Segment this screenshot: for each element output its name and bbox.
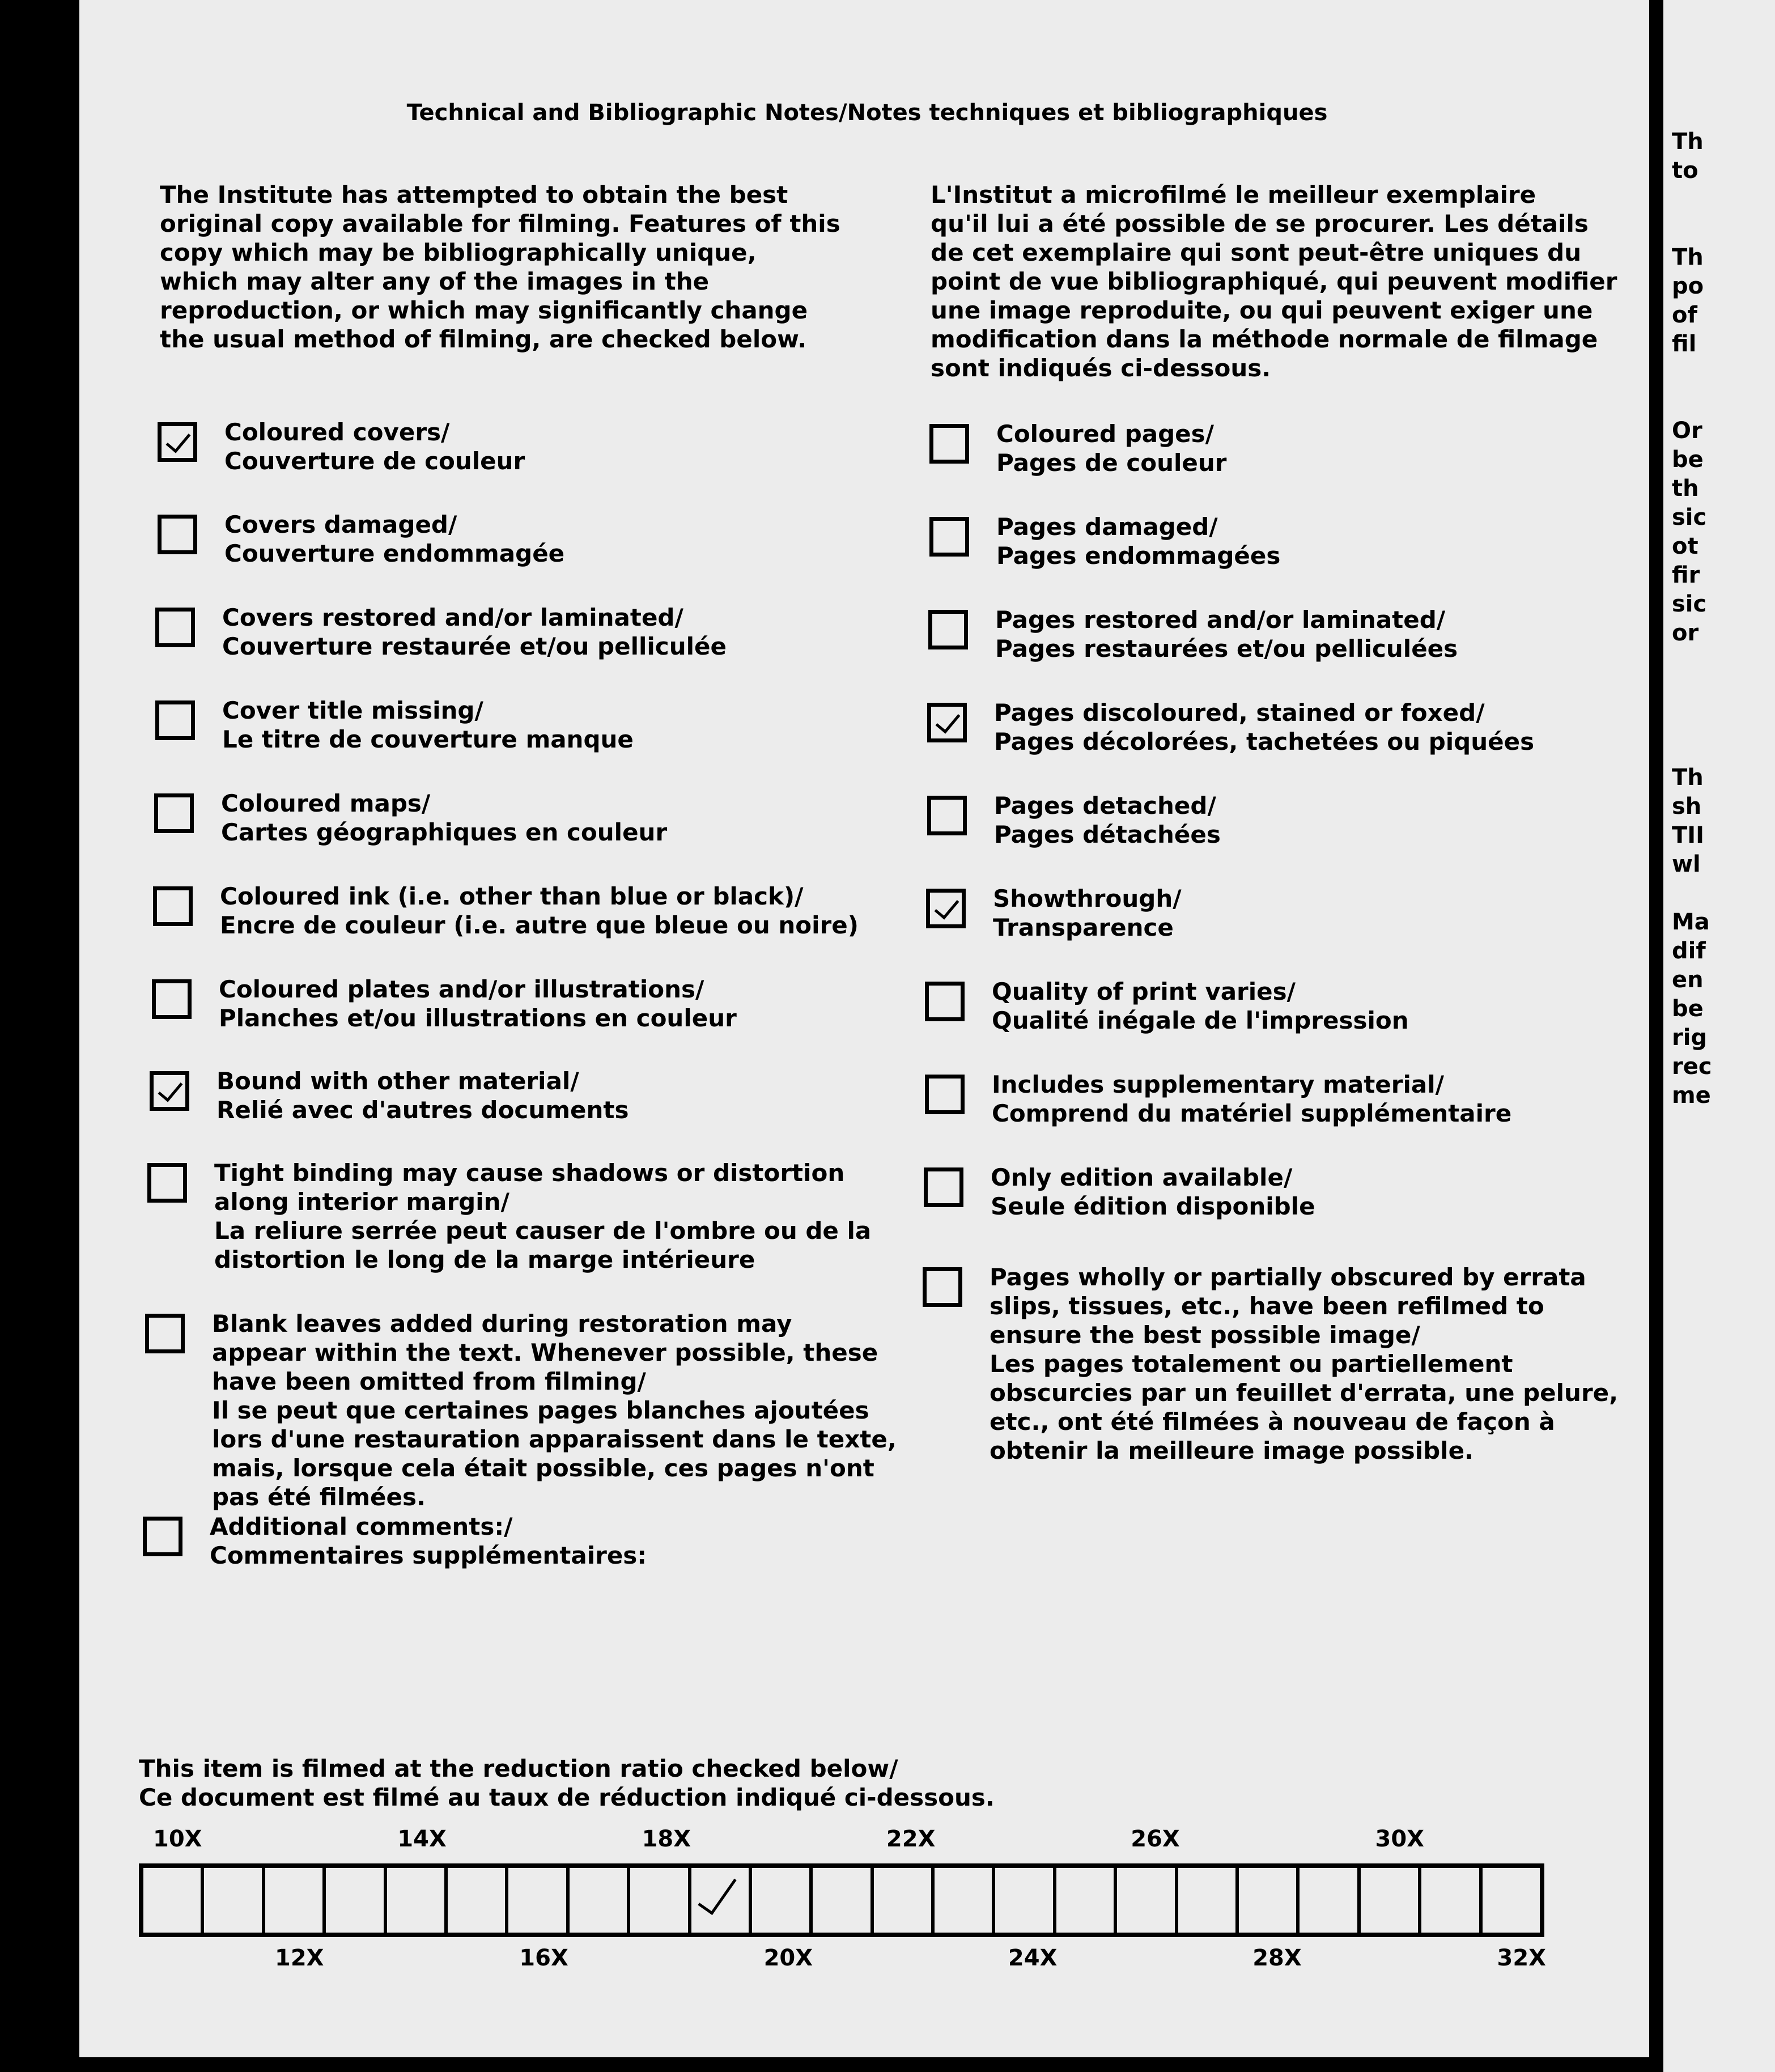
checkbox[interactable]: [143, 1517, 182, 1556]
intro-en-line: which may alter any of the images in the: [160, 268, 710, 295]
item-label-line: Coloured covers/: [224, 418, 450, 446]
item-label-line: Couverture de couleur: [224, 447, 525, 475]
ratio-cell[interactable]: [448, 1868, 508, 1933]
item-label-line: Bound with other material/: [216, 1067, 579, 1095]
document-sheet: [79, 0, 1655, 2057]
ratio-cell[interactable]: [995, 1868, 1056, 1933]
ratio-cell[interactable]: [1239, 1868, 1300, 1933]
ratio-label-bottom: 16X: [519, 1945, 568, 1971]
item-label-line: distortion le long de la marge intérieure: [214, 1246, 755, 1273]
intro-fr-line: modification dans la méthode normale de filmage: [931, 325, 1598, 353]
ratio-label-bottom: 24X: [1008, 1945, 1058, 1971]
item-label-line: pas été filmées.: [212, 1483, 426, 1511]
item-label-line: Coloured plates and/or illustrations/: [219, 975, 704, 1003]
ratio-cell[interactable]: [752, 1868, 813, 1933]
ratio-cell[interactable]: [265, 1868, 326, 1933]
ratio-label-top: 22X: [886, 1826, 936, 1852]
item-label-line: Coloured ink (i.e. other than blue or black)/: [220, 882, 804, 910]
item-label-line: obtenir la meilleure image possible.: [990, 1437, 1474, 1464]
ratio-cell[interactable]: [630, 1868, 691, 1933]
checkbox[interactable]: [155, 608, 195, 647]
checked-checkbox[interactable]: [926, 889, 966, 928]
right-page-fragment: Ma: [1672, 909, 1710, 935]
item-label-line: Les pages totalement ou partiellement: [990, 1350, 1513, 1378]
ratio-label-top: 14X: [397, 1826, 447, 1852]
item-label-line: Pages discoloured, stained or foxed/: [994, 699, 1485, 727]
ratio-label-top: 30X: [1375, 1826, 1425, 1852]
intro-french: [931, 180, 1617, 383]
ratio-cell[interactable]: [1178, 1868, 1239, 1933]
item-label-line: Tight binding may cause shadows or distortion: [214, 1159, 845, 1187]
item-label-line: have been omitted from filming/: [212, 1368, 646, 1395]
item-label: [214, 1158, 871, 1274]
item-label: [216, 1067, 629, 1124]
item-label-line: Pages damaged/: [996, 513, 1218, 541]
right-page-fragment: rig: [1672, 1025, 1708, 1051]
ratio-label-top: 10X: [153, 1826, 202, 1852]
right-page-fragment: th: [1672, 475, 1699, 502]
item-label-line: Pages détachées: [994, 821, 1221, 848]
item-label-line: appear within the text. Whenever possible, these: [212, 1339, 878, 1366]
right-page-fragment: sic: [1672, 504, 1707, 530]
checked-checkbox[interactable]: [150, 1071, 189, 1111]
item-label-line: Transparence: [993, 914, 1174, 941]
item-label-line: Coloured maps/: [221, 789, 431, 817]
ratio-cell-checked[interactable]: [691, 1868, 752, 1933]
item-label-line: Quality of print varies/: [992, 978, 1296, 1005]
ratio-cell[interactable]: [1117, 1868, 1178, 1933]
item-label: [222, 696, 634, 754]
item-label-line: Il se peut que certaines pages blanches ajoutées: [212, 1396, 869, 1424]
ratio-cell[interactable]: [1421, 1868, 1482, 1933]
intro-en-line: the usual method of filming, are checked below.: [160, 325, 807, 353]
right-page-fragment: Th: [1672, 765, 1704, 791]
right-page-fragment: Th: [1672, 129, 1704, 155]
checkbox[interactable]: [154, 793, 194, 833]
item-label-line: Only edition available/: [991, 1164, 1293, 1191]
checkbox[interactable]: [928, 610, 968, 649]
right-page-fragment: rec: [1672, 1054, 1712, 1080]
right-page-fragment: to: [1672, 158, 1698, 184]
right-page-fragment: ot: [1672, 533, 1698, 559]
item-label: [993, 884, 1182, 942]
right-page-fragment: en: [1672, 967, 1704, 993]
checkbox[interactable]: [152, 979, 192, 1019]
checkbox[interactable]: [925, 982, 965, 1021]
intro-fr-line: une image reproduite, ou qui peuvent exiger une: [931, 296, 1593, 324]
ratio-cell[interactable]: [935, 1868, 995, 1933]
item-label-line: Pages wholly or partially obscured by errata: [990, 1263, 1586, 1291]
item-label-line: etc., ont été filmées à nouveau de façon à: [990, 1408, 1555, 1436]
ratio-cell[interactable]: [874, 1868, 935, 1933]
right-page-fragment: dif: [1672, 938, 1706, 964]
intro-fr-line: sont indiqués ci-dessous.: [931, 354, 1271, 382]
item-label-line: Cover title missing/: [222, 697, 483, 724]
item-label: [994, 791, 1221, 849]
ratio-label-bottom: 20X: [763, 1945, 813, 1971]
checkbox[interactable]: [145, 1314, 185, 1353]
checked-checkbox[interactable]: [158, 422, 197, 462]
item-label-line: slips, tissues, etc., have been refilmed to: [990, 1292, 1544, 1320]
intro-fr-line: qu'il lui a été possible de se procurer. Les détails: [931, 210, 1589, 237]
ratio-cell[interactable]: [508, 1868, 569, 1933]
checkbox[interactable]: [925, 1075, 965, 1114]
intro-fr-line: L'Institut a microfilmé le meilleur exemplaire: [931, 181, 1536, 209]
right-page-fragment: po: [1672, 273, 1704, 299]
item-label-line: Seule édition disponible: [991, 1192, 1315, 1220]
ratio-cell[interactable]: [387, 1868, 448, 1933]
reduction-text-line: Ce document est filmé au taux de réduction indiqué ci-dessous.: [139, 1784, 995, 1811]
ratio-cell[interactable]: [204, 1868, 265, 1933]
item-label-line: lors d'une restauration apparaissent dans le texte,: [212, 1425, 897, 1453]
ratio-label-bottom: 32X: [1497, 1945, 1547, 1971]
intro-fr-line: point de vue bibliographiqué, qui peuvent modifier: [931, 268, 1617, 295]
intro-en-line: reproduction, or which may significantly change: [160, 296, 808, 324]
item-label-line: Couverture endommagée: [224, 540, 565, 567]
item-label-line: Showthrough/: [993, 885, 1182, 912]
right-page-fragment: Or: [1672, 418, 1702, 444]
checkbox[interactable]: [927, 796, 967, 835]
ratio-cell[interactable]: [570, 1868, 630, 1933]
item-label-line: Cartes géographiques en couleur: [221, 818, 668, 846]
intro-en-line: original copy available for filming. Features of this: [160, 210, 840, 237]
item-label-line: Additional comments:/: [210, 1513, 513, 1540]
ratio-label-bottom: 28X: [1252, 1945, 1302, 1971]
checkbox[interactable]: [155, 700, 195, 740]
checked-checkbox[interactable]: [927, 703, 967, 742]
item-label: [224, 510, 564, 568]
item-label-line: Covers damaged/: [224, 511, 457, 538]
ratio-label-bottom: 12X: [275, 1945, 324, 1971]
item-label: [994, 698, 1534, 756]
right-page-fragment: of: [1672, 302, 1697, 328]
checkbox[interactable]: [158, 515, 197, 554]
right-page-fragment: fir: [1672, 562, 1700, 588]
intro-en-line: copy which may be bibliographically unique,: [160, 239, 757, 266]
ratio-cell[interactable]: [1056, 1868, 1117, 1933]
item-label-line: Encre de couleur (i.e. autre que bleue ou noire): [220, 911, 859, 939]
intro-english: [160, 180, 840, 354]
reduction-text-line: This item is filmed at the reduction ratio checked below/: [139, 1755, 898, 1782]
item-label: [996, 512, 1280, 570]
item-label-line: Relié avec d'autres documents: [216, 1096, 629, 1124]
item-label: [990, 1263, 1618, 1465]
intro-en-line: The Institute has attempted to obtain the best: [160, 181, 788, 209]
item-label: [995, 605, 1458, 663]
item-label-line: La reliure serrée peut causer de l'ombre ou de la: [214, 1217, 872, 1245]
item-label-line: Covers restored and/or laminated/: [222, 604, 683, 631]
item-label: [221, 789, 667, 847]
ratio-label-top: 18X: [642, 1826, 691, 1852]
ratio-cell[interactable]: [1300, 1868, 1360, 1933]
item-label: [222, 603, 727, 661]
right-page-fragment: sic: [1672, 591, 1707, 617]
checkbox[interactable]: [929, 424, 969, 464]
right-page-fragment: fil: [1672, 331, 1697, 357]
item-label-line: Comprend du matériel supplémentaire: [992, 1099, 1512, 1127]
item-label: [224, 418, 525, 475]
item-label-line: mais, lorsque cela était possible, ces pages n'ont: [212, 1454, 874, 1482]
item-label: [992, 977, 1409, 1035]
item-label-line: Pages restaurées et/ou pelliculées: [995, 635, 1458, 663]
intro-fr-line: de cet exemplaire qui sont peut-être uniques du: [931, 239, 1582, 266]
ratio-cell[interactable]: [1483, 1868, 1540, 1933]
right-page-fragment: me: [1672, 1082, 1711, 1109]
checkbox[interactable]: [923, 1267, 962, 1307]
checkbox[interactable]: [924, 1167, 963, 1207]
item-label-line: Pages restored and/or laminated/: [995, 606, 1446, 634]
item-label: [992, 1070, 1511, 1128]
ratio-cell[interactable]: [813, 1868, 873, 1933]
right-page-fragment: sh: [1672, 793, 1702, 820]
right-page-fragment: be: [1672, 447, 1704, 473]
item-label-line: Pages de couleur: [996, 449, 1227, 477]
right-page-fragment: or: [1672, 620, 1699, 646]
item-label: [210, 1512, 647, 1570]
checkbox[interactable]: [929, 517, 969, 557]
item-label: [996, 419, 1227, 477]
ratio-label-top: 26X: [1131, 1826, 1180, 1852]
right-page-fragment: wl: [1672, 851, 1701, 877]
item-label-line: Includes supplementary material/: [992, 1071, 1444, 1098]
item-label: [220, 882, 859, 940]
item-label: [219, 975, 737, 1033]
item-label-line: Pages detached/: [994, 792, 1216, 820]
right-page-fragment: be: [1672, 996, 1704, 1022]
item-label-line: Commentaires supplémentaires:: [210, 1542, 647, 1569]
checkbox[interactable]: [153, 886, 193, 926]
item-label-line: ensure the best possible image/: [990, 1321, 1420, 1349]
adjacent-page-fragment: [1663, 0, 1775, 2072]
ratio-cell[interactable]: [143, 1868, 204, 1933]
item-label-line: Le titre de couverture manque: [222, 725, 634, 753]
item-label: [991, 1163, 1315, 1221]
item-label-line: Pages décolorées, tachetées ou piquées: [994, 728, 1535, 755]
item-label-line: Coloured pages/: [996, 420, 1215, 448]
reduction-ratio-scale: [139, 1863, 1544, 1937]
right-page-fragment: Th: [1672, 244, 1704, 270]
checkbox[interactable]: [147, 1163, 187, 1203]
page-title: Technical and Bibliographic Notes/Notes techniques et bibliographiques: [406, 100, 1328, 126]
item-label-line: Blank leaves added during restoration may: [212, 1310, 792, 1338]
item-label-line: along interior margin/: [214, 1188, 509, 1216]
ratio-cell[interactable]: [326, 1868, 387, 1933]
item-label-line: Planches et/ou illustrations en couleur: [219, 1004, 737, 1032]
right-page-fragment: TII: [1672, 822, 1705, 848]
item-label-line: Couverture restaurée et/ou pelliculée: [222, 632, 727, 660]
item-label: [212, 1309, 897, 1511]
reduction-ratio-text: [139, 1754, 995, 1812]
item-label-line: Pages endommagées: [996, 542, 1281, 570]
item-label-line: obscurcies par un feuillet d'errata, une pelure,: [990, 1379, 1619, 1407]
item-label-line: Qualité inégale de l'impression: [992, 1007, 1409, 1034]
ratio-cell[interactable]: [1361, 1868, 1421, 1933]
